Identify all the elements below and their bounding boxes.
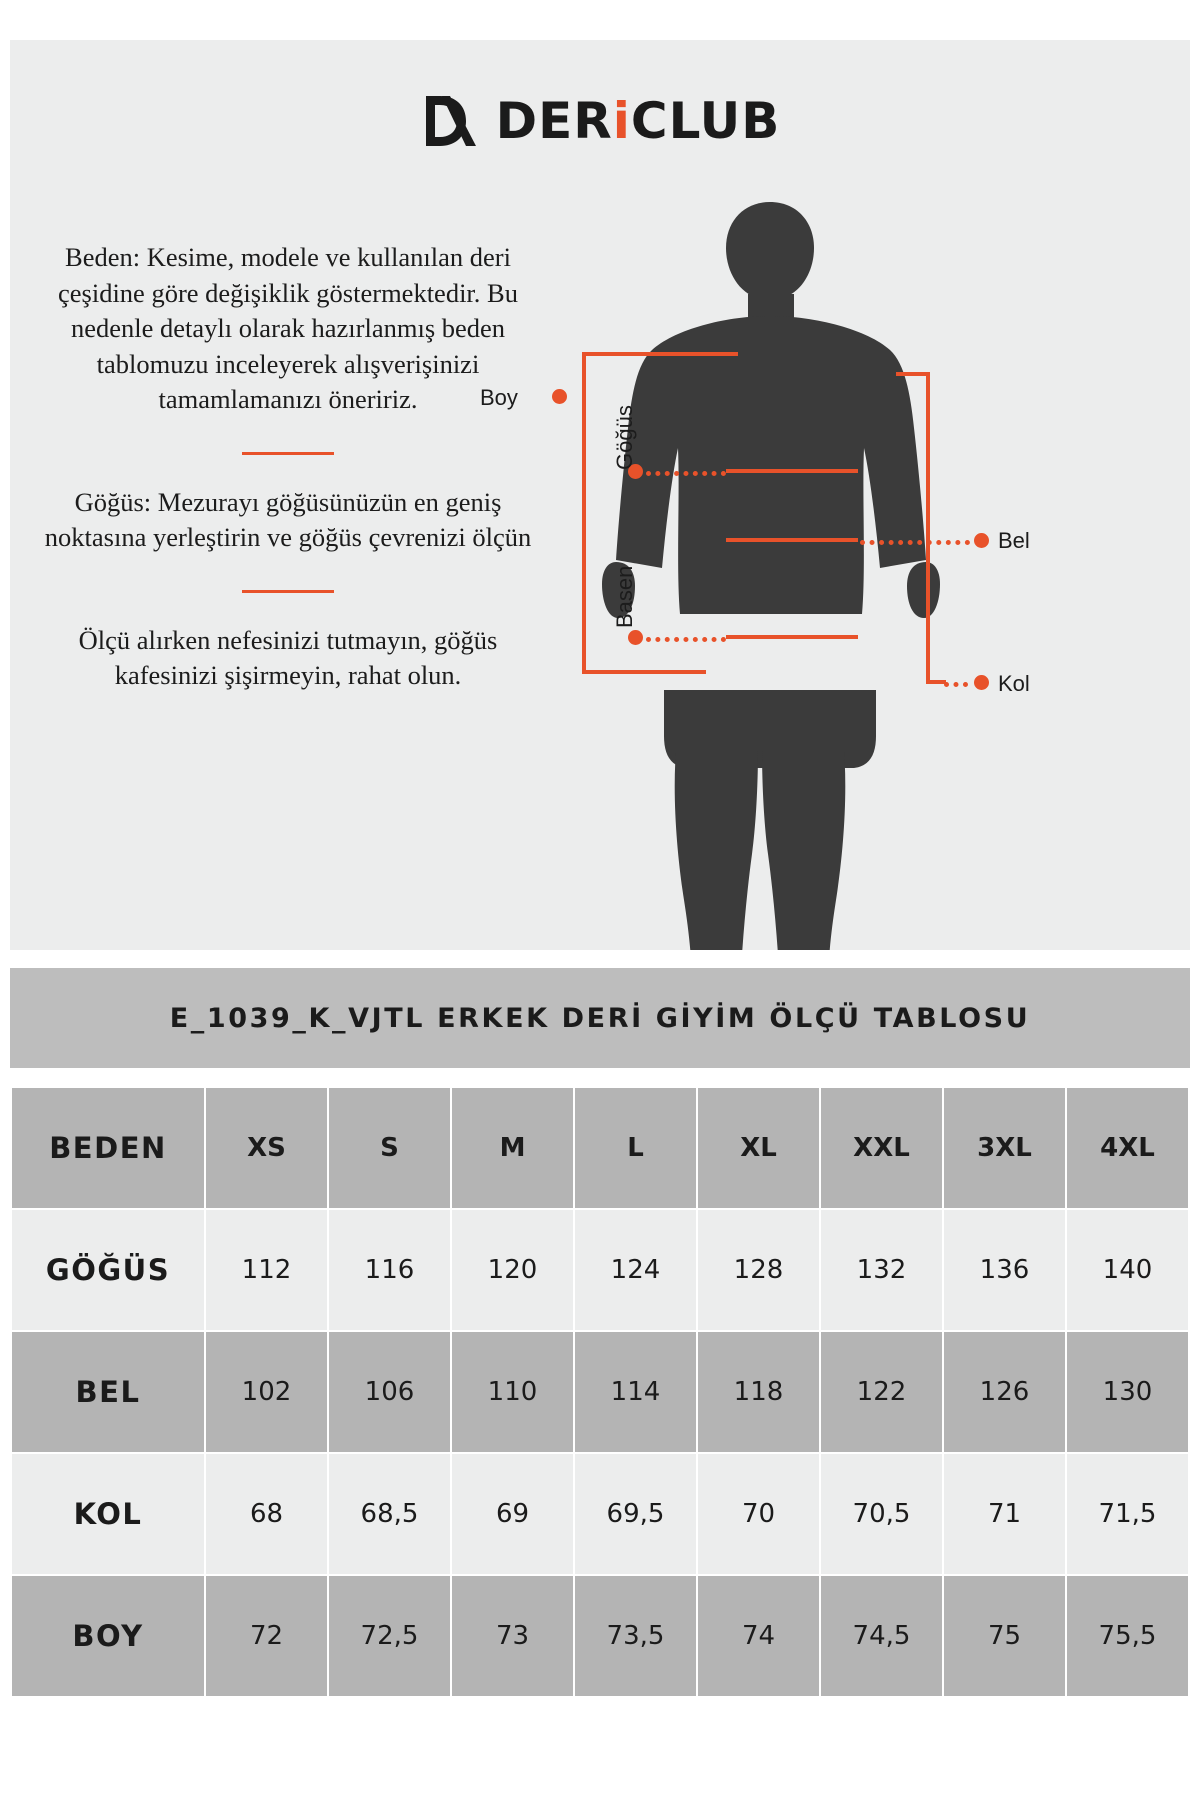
kol-label: Kol — [998, 671, 1030, 696]
boy-bracket-top — [582, 352, 738, 356]
table-title: E_1039_K_VJTL ERKEK DERİ GİYİM ÖLÇÜ TABLOSU — [169, 1002, 1031, 1034]
info-panel — [10, 40, 1190, 950]
gogus-dotted-line — [646, 471, 726, 476]
header-cell-4xl: 4XL — [1067, 1088, 1188, 1208]
cell-gogus-s: 116 — [329, 1210, 450, 1330]
cell-boy-xxl: 74,5 — [821, 1576, 942, 1696]
header-cell-xl: XL — [698, 1088, 819, 1208]
cell-kol-3xl: 71 — [944, 1454, 1065, 1574]
cell-bel-l: 114 — [575, 1332, 696, 1452]
cell-gogus-xl: 128 — [698, 1210, 819, 1330]
cell-bel-xl: 118 — [698, 1332, 819, 1452]
table-header-row — [12, 1088, 1188, 1208]
cell-bel-m: 110 — [452, 1332, 573, 1452]
size-table — [10, 1086, 1190, 1698]
cell-gogus-xxl: 132 — [821, 1210, 942, 1330]
row-label-kol: KOL — [12, 1454, 204, 1574]
kol-bracket-vertical — [926, 372, 930, 684]
table-title-bar — [10, 968, 1190, 1068]
info-paragraph-1: Beden: Kesime, modele ve kullanılan deri çeşidine göre değişiklik göstermektedir. Bu nedenle detaylı olarak hazırlanmış beden tablomuzu inceleyerek alışverişinizi tamamlamanızı öneririz. — [58, 242, 518, 414]
cell-kol-xl: 70 — [698, 1454, 819, 1574]
bel-dot — [974, 533, 989, 548]
cell-boy-m: 73 — [452, 1576, 573, 1696]
cell-boy-3xl: 75 — [944, 1576, 1065, 1696]
cell-boy-xs: 72 — [206, 1576, 327, 1696]
kol-bracket-bottom — [926, 680, 946, 684]
brand-logo — [10, 90, 1190, 157]
cell-kol-xs: 68 — [206, 1454, 327, 1574]
basen-line — [726, 635, 858, 639]
info-text-column — [28, 240, 548, 694]
boy-bracket-bottom — [582, 670, 706, 674]
table-row — [12, 1210, 1188, 1330]
cell-bel-3xl: 126 — [944, 1332, 1065, 1452]
cell-gogus-m: 120 — [452, 1210, 573, 1330]
gogus-line — [726, 469, 858, 473]
cell-kol-4xl: 71,5 — [1067, 1454, 1188, 1574]
info-paragraph-3: Ölçü alırken nefesinizi tutmayın, göğüs kafesinizi şişirmeyin, rahat olun. — [78, 624, 498, 690]
cell-kol-m: 69 — [452, 1454, 573, 1574]
basen-dot — [628, 630, 643, 645]
cell-boy-l: 73,5 — [575, 1576, 696, 1696]
kol-bracket-top — [896, 372, 930, 376]
table-row — [12, 1454, 1188, 1574]
header-cell-xxl: XXL — [821, 1088, 942, 1208]
header-cell-3xl: 3XL — [944, 1088, 1065, 1208]
cell-gogus-4xl: 140 — [1067, 1210, 1188, 1330]
kol-dotted-line — [944, 682, 968, 687]
kol-dot — [974, 675, 989, 690]
cell-kol-l: 69,5 — [575, 1454, 696, 1574]
table-row — [12, 1332, 1188, 1452]
bel-dotted-line — [860, 540, 970, 545]
row-label-gogus: GÖĞÜS — [12, 1210, 204, 1330]
cell-gogus-xs: 112 — [206, 1210, 327, 1330]
gogus-label: Göğüs — [612, 405, 637, 470]
table-row — [12, 1576, 1188, 1696]
header-cell-m: M — [452, 1088, 573, 1208]
boy-bracket-vertical — [582, 352, 586, 674]
boy-label: Boy — [480, 385, 518, 410]
info-paragraph-2: Göğüs: Mezurayı göğüsünüzün en geniş noktasına yerleştirin ve göğüs çevrenizi ölçün — [44, 486, 532, 552]
cell-bel-4xl: 130 — [1067, 1332, 1188, 1452]
row-label-boy: BOY — [12, 1576, 204, 1696]
header-cell-s: S — [329, 1088, 450, 1208]
brand-name: DERiCLUB — [495, 92, 781, 150]
cell-bel-xs: 102 — [206, 1332, 327, 1452]
header-cell-xs: XS — [206, 1088, 327, 1208]
dericlub-monogram-icon — [420, 90, 482, 152]
cell-bel-xxl: 122 — [821, 1332, 942, 1452]
row-label-bel: BEL — [12, 1332, 204, 1452]
bel-label: Bel — [998, 528, 1030, 553]
header-cell-beden: BEDEN — [12, 1088, 204, 1208]
basen-dotted-line — [646, 637, 726, 642]
basen-label: Basen — [612, 565, 637, 628]
cell-boy-xl: 74 — [698, 1576, 819, 1696]
bel-line — [726, 538, 858, 542]
measurement-diagram — [480, 190, 1190, 950]
cell-bel-s: 106 — [329, 1332, 450, 1452]
cell-boy-4xl: 75,5 — [1067, 1576, 1188, 1696]
cell-kol-s: 68,5 — [329, 1454, 450, 1574]
divider-1 — [242, 452, 334, 455]
cell-gogus-l: 124 — [575, 1210, 696, 1330]
cell-kol-xxl: 70,5 — [821, 1454, 942, 1574]
divider-2 — [242, 590, 334, 593]
cell-gogus-3xl: 136 — [944, 1210, 1065, 1330]
cell-boy-s: 72,5 — [329, 1576, 450, 1696]
header-cell-l: L — [575, 1088, 696, 1208]
boy-dot — [552, 389, 567, 404]
